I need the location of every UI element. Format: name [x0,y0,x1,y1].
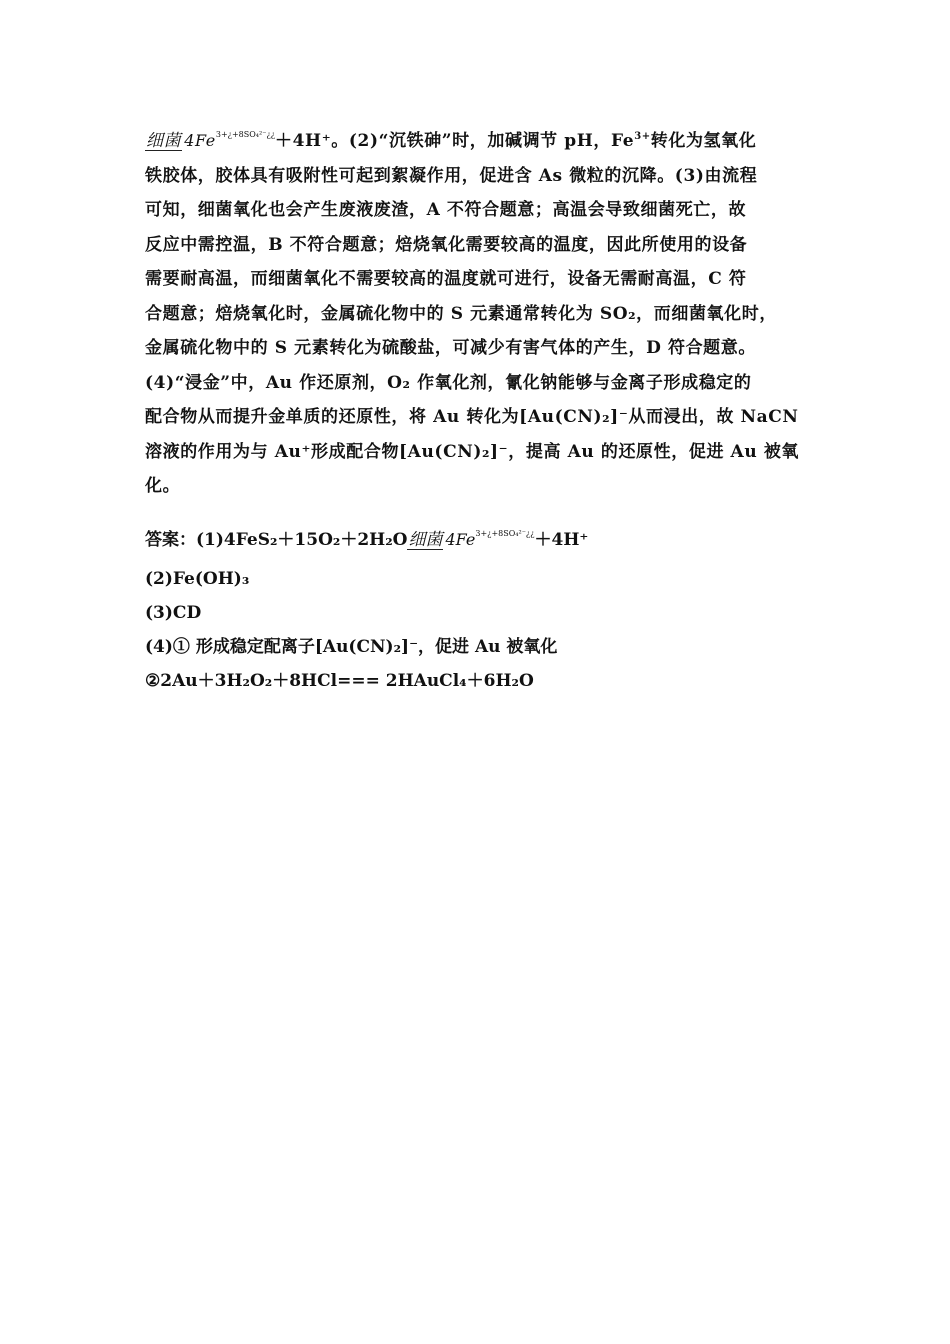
explanation-line: 金属硫化物中的 S 元素转化为硫酸盐，可减少有害气体的产生，D 符合题意。 [145,338,756,358]
answer-4-1: (4)① 形成稳定配离子[Au(CN)₂]⁻，促进 Au 被氧化 [145,636,558,657]
ion-superscript: 3+¿+8SO₄²⁻¿¿ [475,528,535,538]
explanation-paragraph [145,118,807,504]
explanation-line: 溶液的作用为与 Au⁺形成配合物[Au(CN)₂]⁻，提高 Au 的还原性，促进 Au 被氧 [145,441,800,462]
ion-formula: 4Fe [445,529,476,549]
explanation-line: 铁胶体，胶体具有吸附性可起到絮凝作用，促进含 As 微粒的沉降。(3)由流程 [145,165,758,186]
explanation-line-1 [145,118,807,159]
answer-1-suffix: ＋4H⁺ [534,529,589,550]
solution-content [145,118,807,698]
explanation-line: 可知，细菌氧化也会产生废液废渣，A 不符合题意；高温会导致细菌死亡，故 [145,200,747,220]
answers-section [145,512,807,698]
explanation-line: 化。 [145,476,181,496]
answer-2: (2)Fe(OH)₃ [145,568,250,589]
answer-3: (3)CD [145,602,202,623]
answer-1 [145,512,807,562]
explanation-line: (4)“浸金”中，Au 作还原剂，O₂ 作氧化剂，氰化钠能够与金离子形成稳定的 [145,372,752,393]
reaction-condition: 细菌 [408,529,443,550]
answer-4-2: ②2Au＋3H₂O₂＋8HCl=== 2HAuCl₄＋6H₂O [145,670,534,691]
explanation-line: 合题意；焙烧氧化时，金属硫化物中的 S 元素通常转化为 SO₂，而细菌氧化时， [145,303,777,324]
explanation-line: 配合物从而提升金单质的还原性，将 Au 转化为[Au(CN)₂]⁻从而浸出，故 NaCN [145,407,799,427]
explanation-line: 反应中需控温，B 不符合题意；焙烧氧化需要较高的温度，因此所使用的设备 [145,234,748,255]
ion-formula: 4Fe [184,131,216,150]
explanation-line: 需要耐高温，而细菌氧化不需要较高的温度就可进行，设备无需耐高温，C 符 [145,269,747,289]
ion-superscript: 3+¿+8SO₄²⁻¿¿ [215,130,276,139]
fe-charge: 3+ [634,131,651,142]
explanation-text-tail: 转化为氢氧化 [650,131,757,151]
reaction-condition: 细菌 [146,131,182,151]
answer-1-prefix: 答案：(1)4FeS₂＋15O₂＋2H₂O [145,529,408,550]
explanation-text: ＋4H⁺。(2)“沉铁砷”时，加碱调节 pH，Fe [275,131,635,151]
